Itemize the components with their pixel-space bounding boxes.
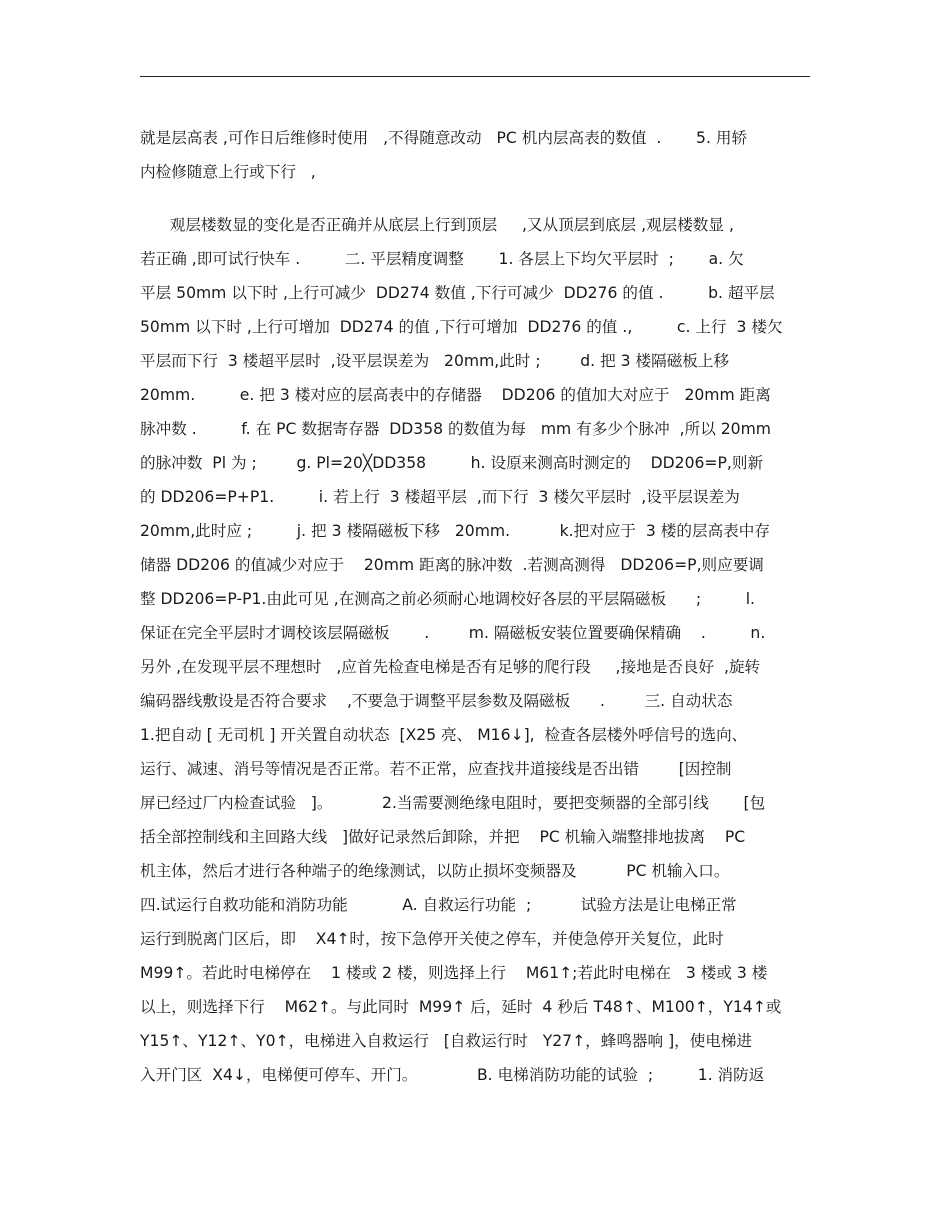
text-line: 另外 ,在发现平层不理想时 ,应首先检查电梯是否有足够的爬行段 ,接地是否良好 ,旋转	[140, 658, 761, 676]
text-line: 保证在完全平层时才调校该层隔磁板 . m. 隔磁板安装位置要确保精确 . n.	[140, 624, 766, 642]
header-rule	[140, 76, 810, 77]
text-line: 储器 DD206 的值减少对应于 20mm 距离的脉冲数 .若测高测得 DD206=P,则应要调	[140, 556, 764, 574]
text-line: 脉冲数 . f. 在 PC 数据寄存器 DD358 的数值为每 mm 有多少个脉冲 ,所以 20mm	[140, 420, 771, 438]
text-line: 四.试运行自救功能和消防功能 A. 自救运行功能 ; 试验方法是让电梯正常	[140, 896, 737, 914]
text-line: 平层 50mm 以下时 ,上行可减少 DD274 数值 ,下行可减少 DD276 的值 . b. 超平层	[140, 284, 775, 302]
text-line: 平层而下行 3 楼超平层时 ,设平层误差为 20mm,此时 ; d. 把 3 楼隔磁板上移	[140, 352, 730, 370]
text-line: 观层楼数显的变化是否正确并从底层上行到顶层 ,又从顶层到底层 ,观层楼数显 ,	[140, 216, 734, 234]
text-line: 内检修随意上行或下行 ,	[140, 163, 316, 181]
text-line: 整 DD206=P-P1.由此可见 ,在测高之前必须耐心地调校好各层的平层隔磁板 ; l.	[140, 590, 756, 608]
text-line: 括全部控制线和主回路大线 ]做好记录然后卸除，并把 PC 机输入端整排地拔离 PC	[140, 828, 746, 846]
paragraph-2	[140, 208, 812, 1092]
text-line: 1.把自动 [ 无司机 ] 开关置自动状态 [X25 亮、 M16↓], 检查各层楼外呼信号的选向、	[140, 726, 748, 744]
text-line: 屏已经过厂内检查试验 ]。 2.当需要测绝缘电阻时，要把变频器的全部引线 [包	[140, 794, 766, 812]
text-line: 若正确 ,即可试行快车 . 二. 平层精度调整 1. 各层上下均欠平层时 ; a. 欠	[140, 250, 744, 268]
text-line: 运行到脱离门区后，即 X4↑时，按下急停开关使之停车，并使急停开关复位，此时	[140, 930, 724, 948]
text-line: 编码器线敷设是否符合要求 ,不要急于调整平层参数及隔磁板 . 三. 自动状态	[140, 692, 733, 710]
text-line: 的 DD206=P+P1. i. 若上行 3 楼超平层 ,而下行 3 楼欠平层时 ,设平层误差为	[140, 488, 740, 506]
text-line: 50mm 以下时 ,上行可增加 DD274 的值 ,下行可增加 DD276 的值 ., c. 上行 3 楼欠	[140, 318, 783, 336]
text-line: 运行、减速、消号等情况是否正常。若不正常，应查找井道接线是否出错 [因控制	[140, 760, 732, 778]
text-line: 20mm. e. 把 3 楼对应的层高表中的存储器 DD206 的值加大对应于 20mm 距离	[140, 386, 771, 404]
text-line: 以上，则选择下行 M62↑。与此同时 M99↑ 后，延时 4 秒后 T48↑、M100↑，Y14↑或	[140, 998, 782, 1016]
text-line: 入开门区 X4↓，电梯便可停车、开门。 B. 电梯消防功能的试验 ; 1. 消防返	[140, 1066, 765, 1084]
text-line: Y15↑、Y12↑、Y0↑，电梯进入自救运行 [自救运行时 Y27↑，蜂鸣器响 ]，使电梯进	[140, 1032, 753, 1050]
text-line: 机主体，然后才进行各种端子的绝缘测试，以防止损坏变频器及 PC 机输入口。	[140, 862, 730, 880]
text-line: 20mm,此时应 ; j. 把 3 楼隔磁板下移 20mm. k.把对应于 3 楼的层高表中存	[140, 522, 770, 540]
paragraph-1	[140, 121, 812, 189]
text-line: 就是层高表 ,可作日后维修时使用 ,不得随意改动 PC 机内层高表的数值 . 5. 用轿	[140, 129, 748, 147]
text-line: 的脉冲数 Pl 为 ; g. Pl=20╳DD358 h. 设原来测高时测定的 DD206=P,则新	[140, 454, 764, 472]
text-line: M99↑。若此时电梯停在 1 楼或 2 楼，则选择上行 M61↑;若此时电梯在 3 楼或 3 楼	[140, 964, 768, 982]
